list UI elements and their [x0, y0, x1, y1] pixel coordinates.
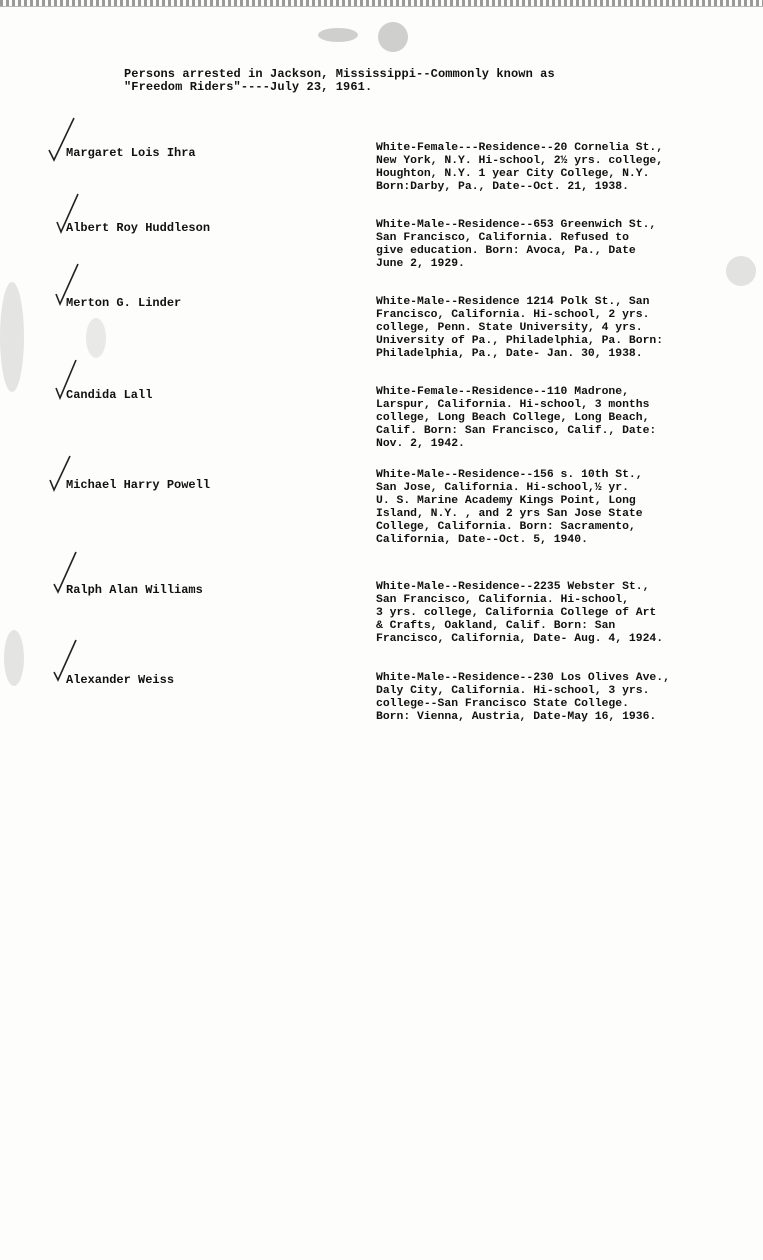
- arrestee-name: Michael Harry Powell: [66, 478, 211, 492]
- arrestee-details: White-Male--Residence--156 s. 10th St., San Jose, California. Hi-school,½ yr. U. S. Marine Academy Kings Point, Long Island, N.Y. , and 2 yrs San Jose State College, California. Born: Sacramento, California, Date--Oct. 5, 1940.: [376, 469, 643, 546]
- scan-speck: [86, 318, 106, 358]
- arrestee-details: White-Male--Residence--653 Greenwich St., San Francisco, California. Refused to give education. Born: Avoca, Pa., Date June 2, 1929.: [376, 219, 657, 270]
- arrestee-name: Alexander Weiss: [66, 673, 175, 687]
- arrestee-details: White-Male--Residence--2235 Webster St., San Francisco, California. Hi-school, 3 yrs. college, California College of Art & Crafts, Oakland, Calif. Born: San Francisco, California, Date- Aug. 4, 1924.: [376, 581, 664, 645]
- document-title: Persons arrested in Jackson, Mississippi--Commonly known as "Freedom Riders"----July 23, 1961.: [124, 67, 555, 94]
- arrestee-details: White-Female---Residence--20 Cornelia St., New York, N.Y. Hi-school, 2½ yrs. college, Houghton, N.Y. 1 year City College, N.Y. Born:Darby, Pa., Date--Oct. 21, 1938.: [376, 142, 664, 193]
- scan-speck: [4, 630, 24, 686]
- perforated-top-edge: [0, 0, 763, 7]
- arrestee-details: White-Male--Residence 1214 Polk St., San Francisco, California. Hi-school, 2 yrs. college, Penn. State University, 4 yrs. University of Pa., Philadelphia, Pa. Born: Philadelphia, Pa., Date- Jan. 30, 1938.: [376, 296, 664, 360]
- arrestee-name: Ralph Alan Williams: [66, 583, 203, 597]
- scan-speck: [378, 22, 408, 52]
- arrestee-name: Candida Lall: [66, 388, 153, 402]
- arrestee-name: Margaret Lois Ihra: [66, 146, 196, 160]
- arrestee-details: White-Male--Residence--230 Los Olives Ave., Daly City, California. Hi-school, 3 yrs. college--San Francisco State College. Born: Vienna, Austria, Date-May 16, 1936.: [376, 672, 670, 723]
- scan-speck: [318, 28, 358, 42]
- scan-speck: [0, 282, 24, 392]
- arrestee-name: Merton G. Linder: [66, 296, 182, 310]
- arrestee-name: Albert Roy Huddleson: [66, 221, 211, 235]
- arrestee-details: White-Female--Residence--110 Madrone, Larspur, California. Hi-school, 3 months college, Long Beach College, Long Beach, Calif. Born: San Francisco, Calif., Date: Nov. 2, 1942.: [376, 386, 657, 450]
